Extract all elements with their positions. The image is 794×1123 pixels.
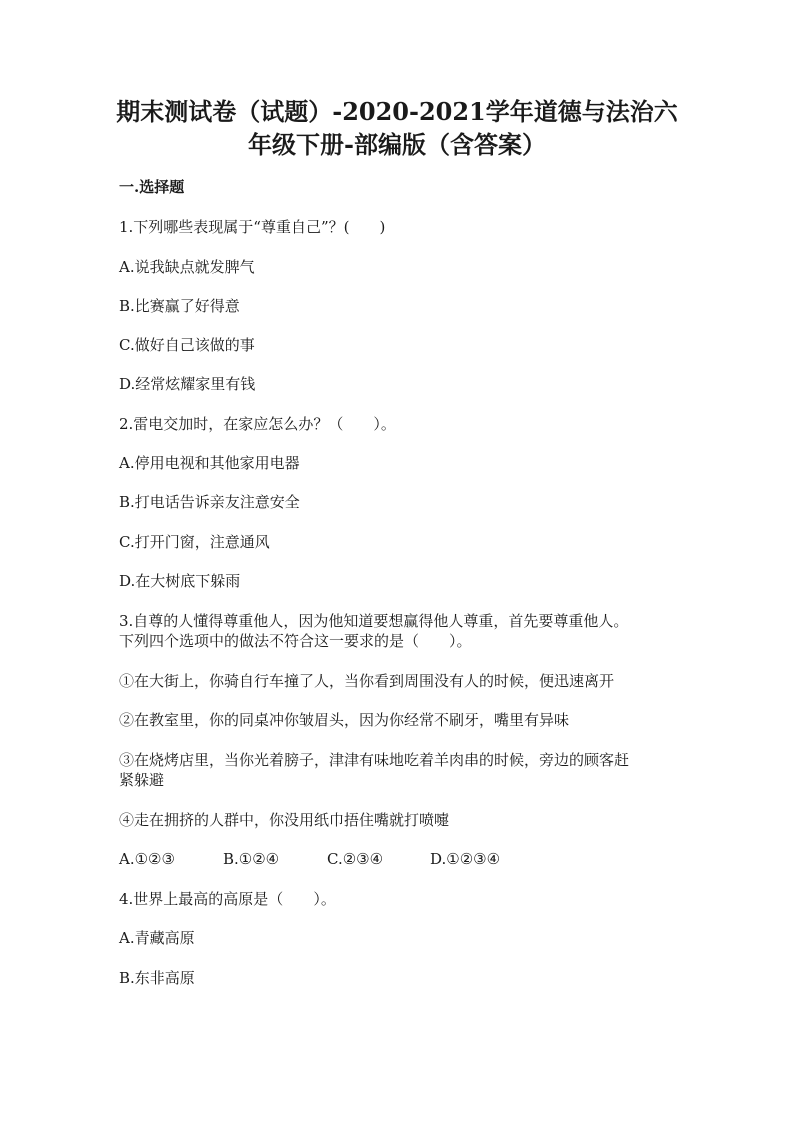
question-4-option-b: B.东非高原 [119,969,195,987]
question-4-option-a: A.青藏高原 [119,929,195,947]
question-4-stem: 4.世界上最高的高原是（ ）。 [119,890,336,908]
question-3-statement-2: ②在教室里，你的同桌冲你皱眉头，因为你经常不刷牙，嘴里有异味 [119,711,570,729]
question-1-option-d: D.经常炫耀家里有钱 [119,375,256,393]
question-3-statement-3-line-1: ③在烧烤店里，当你光着膀子，津津有味地吃着羊肉串的时候，旁边的顾客赶 [119,751,630,769]
question-3-stem-line-2: 下列四个选项中的做法不符合这一要求的是（ ）。 [119,632,472,650]
question-3-option-d: D.①②③④ [430,850,501,868]
question-3-option-b: B.①②④ [223,850,280,868]
question-1-option-c: C.做好自己该做的事 [119,336,255,354]
question-1-option-b: B.比赛赢了好得意 [119,297,240,315]
document-title-line-2: 年级下册-部编版（含答案） [248,130,546,159]
question-2-option-a: A.停用电视和其他家用电器 [119,454,300,472]
document-title-line-1: 期末测试卷（试题）-2020-2021学年道德与法治六 [116,97,678,126]
question-3-option-c: C.②③④ [327,850,384,868]
question-3-stem-line-1: 3.自尊的人懂得尊重他人，因为他知道要想赢得他人尊重，首先要尊重他人。 [119,612,629,630]
question-3-statement-4: ④走在拥挤的人群中，你没用纸巾捂住嘴就打喷嚏 [119,811,450,829]
question-3-option-a: A.①②③ [119,850,175,868]
question-2-stem: 2.雷电交加时，在家应怎么办？（ ）。 [119,415,396,433]
question-1-stem: 1.下列哪些表现属于“尊重自己”？( ) [119,218,386,236]
question-2-option-b: B.打电话告诉亲友注意安全 [119,493,300,511]
section-heading: 一.选择题 [119,178,185,196]
question-3-statement-3-line-2: 紧躲避 [119,771,165,789]
question-2-option-c: C.打开门窗，注意通风 [119,533,270,551]
question-1-option-a: A.说我缺点就发脾气 [119,258,255,276]
question-3-statement-1: ①在大街上，你骑自行车撞了人，当你看到周围没有人的时候，便迅速离开 [119,672,615,690]
question-2-option-d: D.在大树底下躲雨 [119,572,241,590]
